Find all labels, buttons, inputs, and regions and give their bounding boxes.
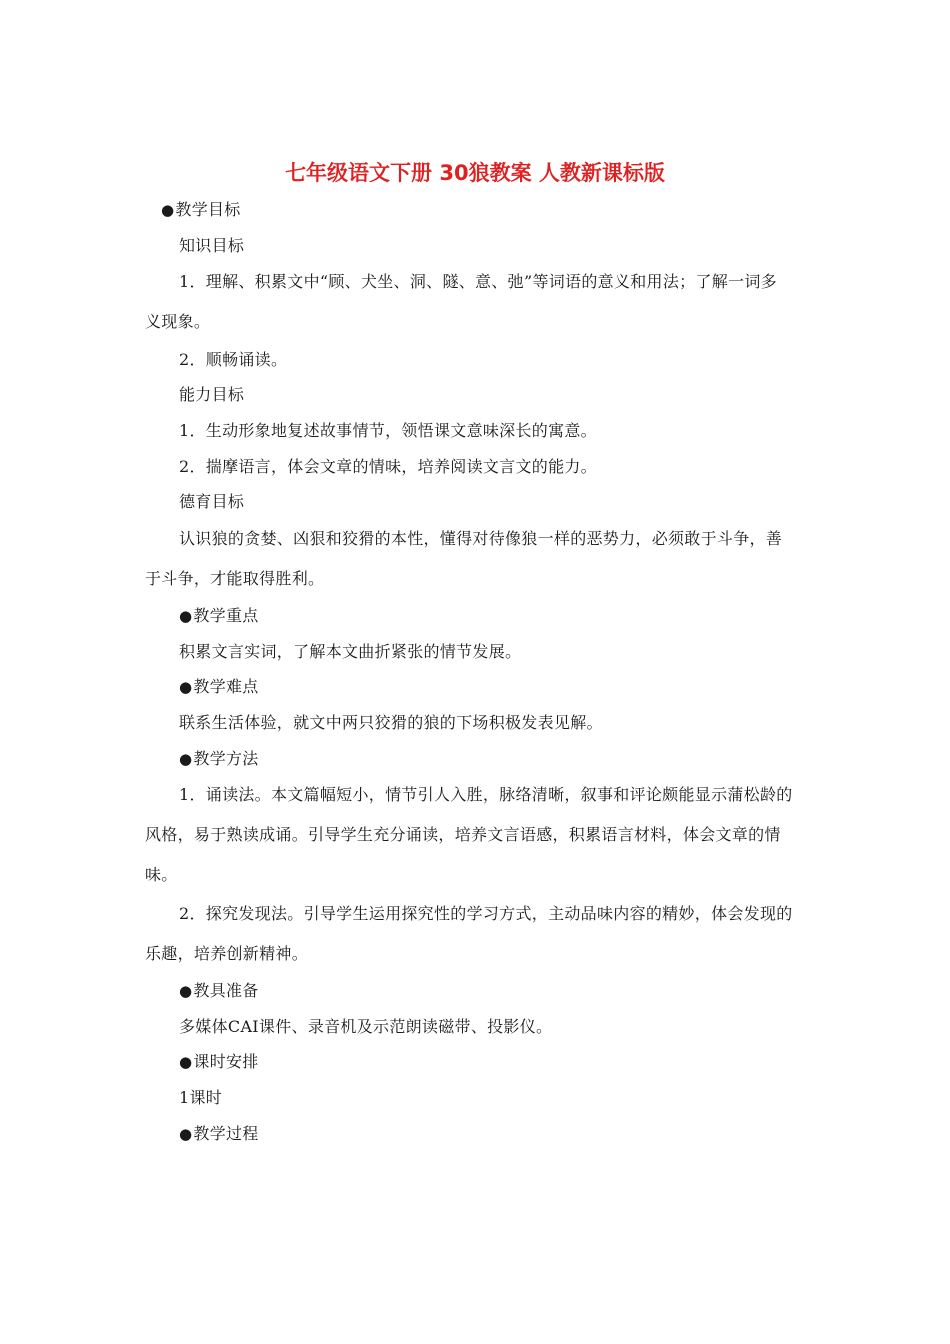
bullet-icon: ● — [179, 1125, 193, 1143]
bullet-icon: ● — [179, 607, 193, 625]
section-heading-teaching-goals: ●教学目标 — [161, 200, 241, 219]
bullet-icon: ● — [179, 678, 193, 696]
paragraph-line: 义现象。 — [145, 312, 211, 331]
paragraph-line: 1．诵读法。本文篇幅短小，情节引人入胜，脉络清晰，叙事和评论颇能显示蒲松龄的 — [179, 785, 793, 804]
paragraph-line: 1课时 — [179, 1088, 223, 1107]
paragraph-line: 味。 — [145, 865, 178, 884]
section-heading-methods: ●教学方法 — [179, 749, 259, 768]
bullet-icon: ● — [179, 1053, 193, 1071]
paragraph-line: 1．生动形象地复述故事情节，领悟课文意味深长的寓意。 — [179, 421, 597, 440]
paragraph-line: 于斗争，才能取得胜利。 — [145, 569, 325, 588]
paragraph-line: 2．顺畅诵读。 — [179, 350, 288, 369]
bullet-icon: ● — [179, 982, 193, 1000]
section-heading-process: ●教学过程 — [179, 1124, 259, 1143]
section-heading-difficulties: ●教学难点 — [179, 677, 259, 696]
section-heading-key-points: ●教学重点 — [179, 606, 259, 625]
section-heading-schedule: ●课时安排 — [179, 1052, 259, 1071]
paragraph-line: 2．揣摩语言，体会文章的情味，培养阅读文言文的能力。 — [179, 457, 597, 476]
paragraph-line: 认识狼的贪婪、凶狠和狡猾的本性，懂得对待像狼一样的恶势力，必须敢于斗争，善 — [179, 529, 783, 548]
subheading-moral-goals: 德育目标 — [179, 492, 245, 511]
bullet-icon: ● — [161, 201, 175, 219]
paragraph-line: 联系生活体验，就文中两只狡猾的狼的下场积极发表见解。 — [179, 713, 603, 732]
paragraph-line: 1．理解、积累文中“顾、犬坐、洞、隧、意、弛”等词语的意义和用法；了解一词多 — [179, 272, 777, 291]
paragraph-line: 风格，易于熟读成诵。引导学生充分诵读，培养文言语感，积累语言材料，体会文章的情 — [145, 825, 781, 844]
paragraph-line: 2．探究发现法。引导学生运用探究性的学习方式，主动品味内容的精妙，体会发现的 — [179, 904, 793, 923]
bullet-icon: ● — [179, 750, 193, 768]
paragraph-line: 积累文言实词，了解本文曲折紧张的情节发展。 — [179, 642, 522, 661]
paragraph-line: 多媒体CAI课件、录音机及示范朗读磁带、投影仪。 — [179, 1017, 553, 1036]
paragraph-line: 乐趣，培养创新精神。 — [145, 944, 309, 963]
document-title: 七年级语文下册 30狼教案 人教新课标版 — [285, 161, 665, 185]
subheading-knowledge-goals: 知识目标 — [179, 236, 245, 255]
subheading-ability-goals: 能力目标 — [179, 385, 245, 404]
section-heading-tools: ●教具准备 — [179, 981, 259, 1000]
